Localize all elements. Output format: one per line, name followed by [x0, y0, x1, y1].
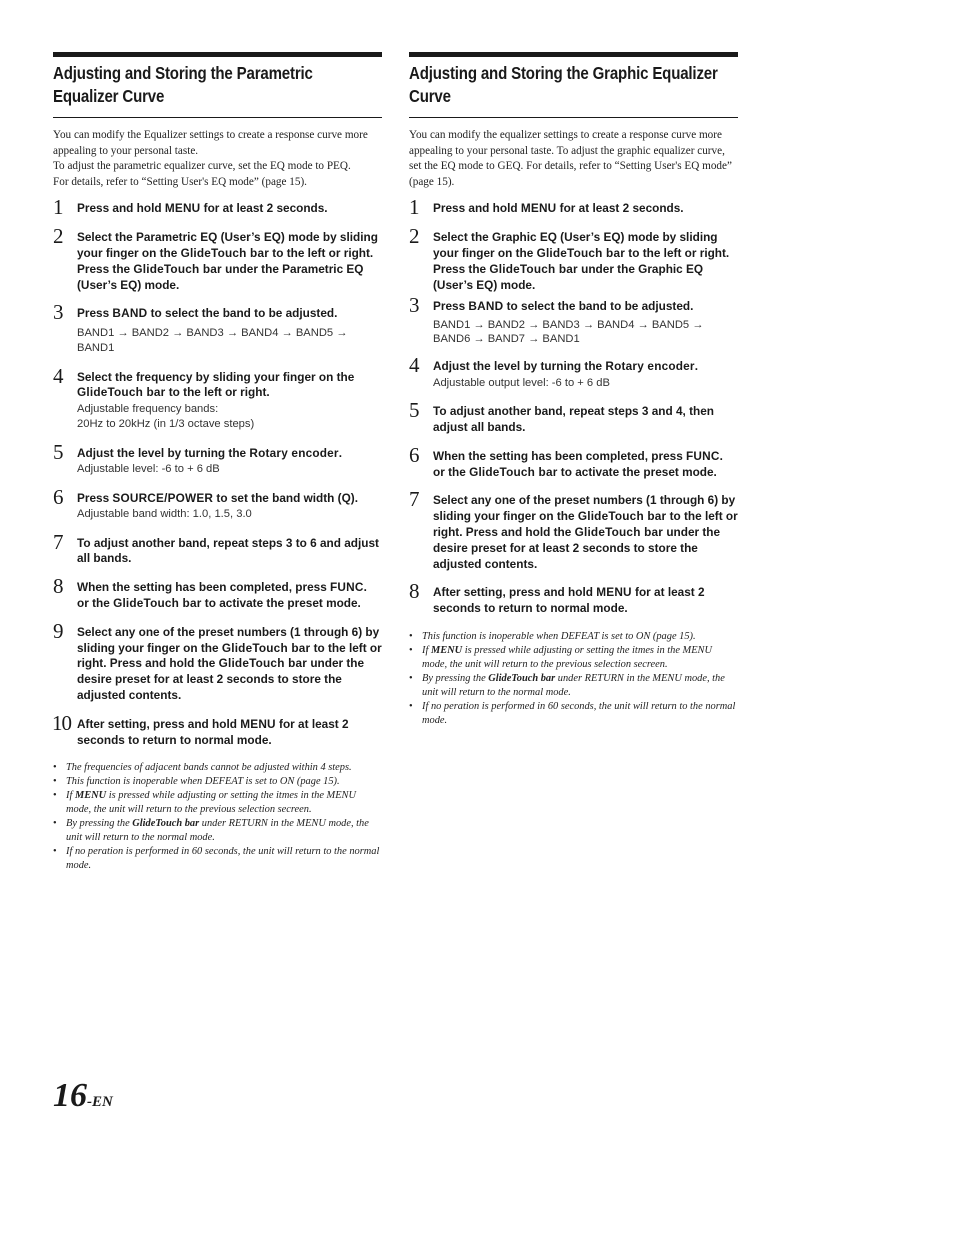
step-number: 2	[53, 224, 64, 249]
step-2	[53, 224, 382, 293]
notes-list	[409, 630, 738, 728]
control-name: GlideTouch bar	[469, 464, 558, 479]
step-number: 5	[53, 439, 64, 464]
step-text: Press and hold MENU for at least 2 seconds.	[433, 201, 684, 216]
button-name: BAND	[112, 306, 148, 321]
section-title: Adjusting and Storing the Graphic Equalizer Curve	[409, 63, 718, 106]
step-number: 4	[409, 353, 420, 378]
step-number: 10	[52, 710, 71, 735]
control-name: GlideTouch bar	[133, 261, 222, 276]
step-detail: 20Hz to 20kHz (in 1/3 octave steps)	[77, 418, 255, 431]
step-number: 2	[409, 224, 420, 249]
button-name: BAND	[468, 299, 504, 314]
note-item: • If MENU is pressed while adjusting or setting the itmes in the MENU mode, the unit will return to the previous selection secreen.	[53, 789, 382, 817]
step-4	[53, 363, 382, 433]
step-text: Select any one of the preset numbers (1 through 6) by sliding your finger on the GlideTouch bar to the left or right. Press and hold the GlideTouch bar under the desire preset for at least 2 seconds to store the adjusted contents.	[433, 493, 738, 571]
button-name: MENU	[520, 201, 557, 216]
button-name: MENU	[240, 716, 276, 731]
step-2	[409, 224, 738, 293]
step-number: 3	[409, 293, 420, 318]
step-text: Press SOURCE/POWER to set the band width (Q).	[77, 490, 358, 505]
graphic-eq-section	[409, 52, 738, 728]
step-8	[409, 579, 738, 617]
step-text: Adjust the level by turning the Rotary encoder.	[77, 445, 343, 460]
step-number: 1	[409, 195, 420, 220]
intro-paragraph: You can modify the Equalizer settings to create a response curve more appealing to your personal taste.	[53, 129, 368, 157]
page-number	[53, 1076, 113, 1122]
step-8	[53, 574, 382, 612]
step-6	[409, 442, 738, 481]
step-list	[409, 195, 738, 617]
control-name: Rotary encoder	[249, 445, 339, 460]
step-7	[409, 487, 738, 572]
control-name: GlideTouch bar	[489, 261, 578, 276]
note-item: • If no peration is performed in 60 seconds, the unit will return to the normal mode.	[53, 845, 382, 873]
step-text: To adjust another band, repeat steps 3 to 6 and adjust all bands.	[77, 535, 379, 566]
button-name: SOURCE/POWER	[112, 490, 214, 505]
band-sequence: BAND6 → BAND7 → BAND1	[433, 332, 580, 345]
section-top-rule	[53, 52, 382, 57]
step-number: 1	[53, 195, 64, 220]
step-text: Select any one of the preset numbers (1 through 6) by sliding your finger on the GlideTouch bar to the left or right. Press and hold the GlideTouch bar under the desire preset for at least 2 seconds to store the adjusted contents.	[77, 624, 382, 702]
step-number: 6	[53, 484, 64, 509]
step-6	[53, 484, 382, 523]
step-number: 7	[53, 529, 64, 554]
step-detail: Adjustable band width: 1.0, 1.5, 3.0	[77, 508, 252, 521]
control-name: GlideTouch bar	[218, 656, 308, 671]
step-text: Select the frequency by sliding your finger on the GlideTouch bar to the left or right.	[77, 369, 355, 400]
step-text: Press BAND to select the band to be adjusted.	[433, 299, 694, 314]
step-number: 9	[53, 618, 64, 643]
page-language-suffix: -EN	[87, 1094, 113, 1110]
note-item: • By pressing the GlideTouch bar under RETURN in the MENU mode, the unit will return to the normal mode.	[409, 672, 738, 700]
step-number: 5	[409, 398, 420, 423]
step-detail: Adjustable frequency bands:	[77, 403, 219, 416]
step-text: When the setting has been completed, press FUNC. or the GlideTouch bar to activate the preset mode.	[433, 448, 724, 479]
band-sequence: BAND1 → BAND2 → BAND3 → BAND4 → BAND5 →	[433, 319, 704, 332]
step-3	[409, 293, 738, 346]
step-1	[409, 195, 738, 220]
step-text: Adjust the level by turning the Rotary encoder.	[433, 359, 699, 374]
band-sequence: BAND1 → BAND2 → BAND3 → BAND4 → BAND5 → BAND1	[77, 327, 348, 355]
step-10	[52, 710, 382, 749]
step-number: 7	[409, 487, 420, 512]
section-title-rule	[409, 117, 738, 118]
parametric-eq-section	[53, 52, 382, 873]
control-name: GlideTouch bar	[180, 245, 270, 260]
note-item: • If no peration is performed in 60 seconds, the unit will return to the normal mode.	[409, 700, 738, 728]
step-5	[53, 439, 382, 478]
control-name: GlideTouch bar	[221, 640, 311, 655]
button-name: MENU	[596, 585, 632, 600]
step-7	[53, 529, 382, 568]
step-text: After setting, press and hold MENU for at least 2 seconds to return to normal mode.	[433, 585, 705, 616]
control-name: GlideTouch bar	[536, 245, 626, 260]
step-detail: Adjustable output level: -6 to + 6 dB	[433, 376, 610, 389]
step-number: 8	[409, 579, 420, 604]
step-number: 6	[409, 442, 420, 467]
step-text: Press BAND to select the band to be adjusted.	[77, 306, 338, 321]
step-number: 4	[53, 363, 64, 388]
intro-paragraph: To adjust the parametric equalizer curve, set the EQ mode to PEQ.	[53, 160, 351, 173]
note-item: • This function is inoperable when DEFEAT is set to ON (page 15).	[409, 630, 738, 644]
note-item: • The frequencies of adjacent bands cannot be adjusted within 4 steps.	[53, 761, 382, 775]
note-item: • By pressing the GlideTouch bar under RETURN in the MENU mode, the unit will return to the normal mode.	[53, 817, 382, 845]
section-title-rule	[53, 117, 382, 118]
section-top-rule	[409, 52, 738, 57]
step-text: After setting, press and hold MENU for at least 2 seconds to return to normal mode.	[77, 716, 349, 747]
control-name: GlideTouch bar	[574, 524, 664, 539]
note-item: • If MENU is pressed while adjusting or setting the itmes in the MENU mode, the unit will return to the previous selection secreen.	[409, 644, 738, 672]
step-4	[409, 353, 738, 391]
step-text: Select the Parametric EQ (User’s EQ) mode by sliding your finger on the GlideTouch bar to the left or right. Press the GlideTouch bar under the Parametric EQ (User’s EQ) mode.	[77, 230, 378, 292]
step-text: To adjust another band, repeat steps 3 and 4, then adjust all bands.	[433, 404, 714, 434]
intro-paragraph: For details, refer to “Setting User's EQ mode” (page 15).	[53, 175, 307, 188]
step-text: Press and hold MENU for at least 2 seconds.	[77, 201, 328, 216]
step-number: 8	[53, 574, 64, 599]
page-number-value: 16	[53, 1077, 87, 1114]
control-name: GlideTouch bar	[77, 385, 166, 400]
section-intro	[409, 128, 738, 190]
step-9	[53, 618, 382, 704]
step-1	[53, 195, 382, 220]
note-item: • This function is inoperable when DEFEAT is set to ON (page 15).	[53, 775, 382, 789]
intro-paragraph: You can modify the equalizer settings to create a response curve more appealing to your personal taste. To adjust the graphic equalizer curve, set the EQ mode to GEQ. For details, refer to “Setting User's EQ mode” (page 15).	[409, 129, 732, 188]
step-text: When the setting has been completed, press FUNC. or the GlideTouch bar to activate the preset mode.	[77, 580, 368, 610]
step-number: 3	[53, 300, 64, 325]
control-name: GlideTouch bar	[113, 595, 202, 610]
step-text: Select the Graphic EQ (User’s EQ) mode by sliding your finger on the GlideTouch bar to the left or right. Press the GlideTouch bar under the Graphic EQ (User’s EQ) mode.	[433, 230, 730, 292]
notes-list	[53, 761, 382, 873]
step-3	[53, 300, 382, 356]
button-name: FUNC.	[686, 448, 724, 463]
control-name: GlideTouch bar	[577, 509, 667, 524]
control-name: Rotary encoder	[605, 359, 695, 374]
step-list	[52, 195, 382, 748]
button-name: FUNC.	[330, 580, 368, 595]
step-detail: Adjustable level: -6 to + 6 dB	[77, 463, 220, 476]
button-name: MENU	[164, 201, 201, 216]
section-title: Adjusting and Storing the Parametric Equalizer Curve	[53, 63, 313, 106]
step-5	[409, 398, 738, 436]
section-intro	[53, 128, 382, 190]
